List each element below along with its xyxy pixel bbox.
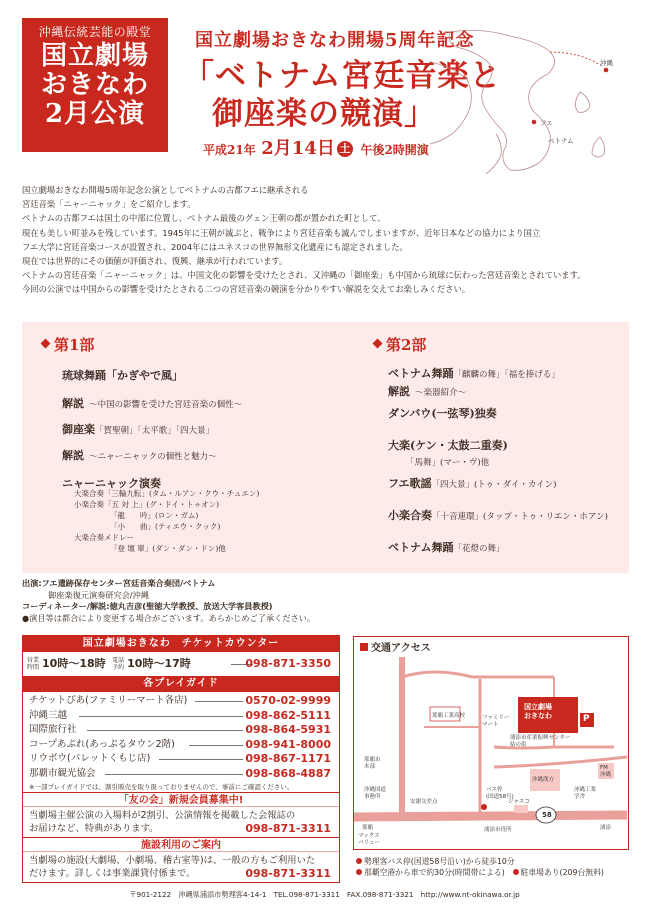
guide-phone[interactable]: 098-868-4887: [245, 766, 331, 780]
guide-name: 国際旅行社: [29, 724, 77, 736]
leader-line: [159, 759, 243, 760]
part1-item-5-text: ニャーニャック演奏: [62, 477, 161, 490]
leader-line: [189, 745, 243, 746]
part2-item-5: [388, 472, 556, 491]
map-label-okinawa: 沖縄: [600, 59, 613, 67]
part2-item-4-sub: [406, 450, 489, 469]
intro-line: 今回の公演では中国からの影響を受けたとされる二つの宮廷音楽の競演を分かりやすい解説を交えてお楽しみください。: [22, 284, 471, 295]
diamond-icon: [373, 339, 383, 349]
part2-item-3-text: ダンバウ(一弦琴)独奏: [388, 407, 497, 420]
performers-info: [22, 578, 315, 624]
intro-line: 現在も美しい町並みを残しています。1945年に王朝が滅ぶと、戦争により宮廷音楽も滅んでしまいますが、近年日本などの協力により国立: [22, 227, 541, 238]
part2-item-4-text: 大楽(ケン・太鼓二重奏): [388, 439, 508, 452]
program-panel: [22, 322, 629, 573]
intro-line: 宮廷音楽「ニャーニャック」をご紹介します。: [22, 199, 196, 210]
member-recruit-title: 「友の会」新規会員募集中!: [23, 792, 339, 807]
business-hours: 10時〜18時: [42, 657, 106, 670]
leader-line: [79, 716, 243, 717]
main-title-line-1: 「ベトナム宮廷音楽と: [183, 58, 502, 94]
part1-heading: [42, 334, 94, 355]
map-label-urasoe: 浦添: [600, 825, 612, 831]
map-label-route58: 58: [542, 811, 552, 819]
map-label-vietnam: ベトナム: [548, 137, 574, 145]
map-label-intersection: 安謝交差点: [410, 799, 438, 805]
part2-item-3: [388, 402, 497, 421]
map-label-road-office: 沖縄国道 事務所: [364, 787, 387, 800]
guide-name: リウボウ(パレットくもじ店): [29, 753, 151, 765]
diamond-icon: [41, 339, 51, 349]
guide-name: コープあぷれ(あっぷるタウン2階): [29, 738, 175, 750]
map-outline: [430, 22, 640, 187]
part1-item-4-head: 解説: [62, 449, 84, 462]
title-tagline: 沖縄伝統芸能の殿堂: [38, 25, 152, 39]
bullet-icon: [513, 869, 519, 875]
map-label-theater: 国立劇場 おきなわ: [524, 703, 552, 720]
part1-item-2-head: 解説: [62, 397, 84, 410]
title-box: [22, 18, 168, 152]
part1-detail-4: 「小 曲」(ティエウ・クック): [110, 522, 221, 531]
part2-item-7-sub: 「花燈の舞」: [453, 544, 505, 554]
guide-name: チケットぴあ(ファミリーマート各店): [29, 695, 188, 706]
part2-item-2: [388, 380, 466, 399]
road: [402, 672, 554, 677]
map-label-naha-hq: 那覇市 本部: [364, 757, 381, 770]
guide-row: [23, 694, 339, 709]
part2-item-7-head: ベトナム舞踊: [388, 541, 454, 554]
member-info-line-2: お届けなど、特典があります。: [29, 822, 159, 834]
part1-item-2-sub: 〜中国の影響を受けた宮廷音楽の個性〜: [89, 400, 243, 410]
part1-detail-6: 「登 壇 單」(ダン・ダン・ドン)他: [110, 544, 226, 553]
title-line-2: おきなわ: [40, 70, 149, 100]
map-label-bus-stop: バス停 (国道58号): [486, 787, 514, 800]
part1-item-3: [62, 418, 214, 437]
facility-info-line-1: 当劇場の施設(大劇場、小劇場、稽古室等)は、一般の方もご利用いた: [29, 854, 316, 866]
part2-item-7: [388, 536, 504, 555]
map-label-naha: 那覇: [362, 825, 374, 831]
ticket-info-box: [22, 635, 340, 883]
guide-row: [23, 723, 339, 738]
access-title-text: 交通アクセス: [371, 643, 431, 654]
map-label-hue: フエ: [540, 119, 553, 127]
map-label-parking: P: [583, 714, 590, 724]
guide-name: 沖縄三越: [29, 709, 68, 721]
part1-item-3-head: 御座楽: [62, 423, 95, 436]
part1-item-4-sub: 〜ニャーニャックの個性と魅力〜: [89, 452, 217, 462]
performance-date: [203, 134, 429, 160]
part1-item-1-text: 琉球舞踊「かぎやで風」: [62, 369, 183, 382]
part2-item-4-subtext: 「馬舞」(マー・ヴ)他: [406, 458, 490, 468]
date-time: 午後2時開演: [360, 143, 429, 157]
part1-item-4: [62, 444, 217, 463]
guide-row: [23, 767, 339, 782]
hue-marker: [532, 120, 537, 125]
bullet-icon: [356, 869, 362, 875]
part1-item-5-details: [74, 488, 259, 554]
part2-item-5-sub: 「四大景」(トゥ・ダイ・カイン): [431, 480, 557, 490]
intro-line: 現在では世界的にその価値が評価され、復興、継承が行われています。: [22, 256, 288, 267]
intro-line: ベトナムの宮廷音楽「ニャーニャック」は、中国文化の影響を受けたとされ、又沖縄の「御座楽」も中国から琉球に伝わった宮廷音楽とされています。: [22, 270, 586, 281]
hours-tag: [27, 657, 39, 671]
hours-tag-top: 営業: [27, 657, 40, 664]
part1-detail-1: 大楽合奏「三輪九転」(タム・ルアン・クウ・チュエン): [74, 489, 260, 498]
access-note-2-text: 那覇空港から車で約30分(時間帯による): [364, 868, 505, 877]
part1-detail-5: 大楽合奏メドレー: [74, 533, 134, 542]
part2-heading: [374, 334, 426, 355]
ticket-counter-title: 国立劇場おきなわ チケットカウンター: [23, 636, 339, 652]
guide-row: [23, 752, 339, 767]
guide-phone[interactable]: 098-864-5931: [245, 723, 331, 737]
guide-row: [23, 738, 339, 753]
access-notes: [356, 856, 604, 878]
member-info: [23, 807, 339, 837]
guide-phone[interactable]: 098-867-1171: [245, 752, 331, 766]
part1-detail-2: 小楽合奏「五 対 上」(グ・ドイ・トゥオン): [74, 500, 220, 509]
counter-phone[interactable]: 098-871-3350: [245, 657, 331, 670]
access-map-drawing: [354, 637, 627, 848]
map-label-center: 浦添市産業振興センター 結の街: [510, 735, 571, 748]
phone-tag: [112, 657, 124, 671]
access-map-box: [353, 636, 629, 850]
date-weekday: 土: [337, 141, 353, 157]
facility-info-line-2: だけます。詳しくは事業課貸付係まで。: [29, 867, 196, 879]
guide-phone[interactable]: 098-941-8000: [245, 737, 331, 751]
part1-detail-3: 「龍 吟」(ロン・ガム): [110, 511, 199, 520]
part1-item-2: [62, 392, 242, 411]
map-label-school-2: 沖縄工業 学舎: [574, 787, 597, 800]
part2-item-6: [388, 504, 608, 523]
coordinator-line: コーディネーター/解説:徳丸吉彦(聖徳大学教授、放送大学客員教授): [22, 601, 273, 611]
part2-item-1-head: ベトナム舞踊: [388, 367, 454, 380]
map-label-school: 那覇工業高校: [432, 713, 466, 719]
map-label-okinawa-kanpo: 沖縄漢方: [532, 777, 555, 783]
leader-line: [195, 701, 243, 702]
main-title-line-2: 御座楽の競演」: [212, 96, 436, 132]
playguide-note: ※一部プレイガイドでは、割引販売を取り扱っておりませんので、事前にご確認ください。: [29, 782, 294, 791]
map-label-fm-okinawa: FM 沖縄: [600, 765, 612, 778]
date-era: 平成21年: [203, 143, 256, 157]
phone-hours: 10時〜17時: [127, 657, 191, 670]
part2-heading-text: 第2部: [386, 336, 427, 354]
facility-title: 施設利用のご案内: [23, 837, 339, 852]
building: [514, 805, 528, 813]
access-note-3-text: 駐車場あり(209台無料): [520, 868, 604, 877]
program-change-note: ●演目等は都合により変更する場合がございます。あらかじめご了承ください。: [22, 612, 316, 623]
anniversary-heading: 国立劇場おきなわ開場5周年記念: [195, 30, 475, 51]
facility-info: [23, 852, 339, 882]
intro-line: ベトナムの古都フエは国土の中部に位置し、ベトナム最後のグェン王朝の都が置かれた町として、: [22, 213, 386, 224]
intro-line: 国立劇場おきなわ開場5周年記念公演としてベトナムの古都フエに継承される: [22, 185, 309, 195]
performers-line-1: 出演:フエ遺跡保存センター宮廷音楽合奏団/ベトナム: [22, 578, 216, 588]
date-main: 2月14日: [261, 138, 335, 159]
phone-tag-top: 電話: [112, 657, 125, 664]
intro-text: [22, 183, 632, 297]
member-phone[interactable]: 098-871-3311: [245, 821, 331, 835]
footer-contact: 〒901-2122 沖縄県浦添市勢理客4-14-1 TEL.098-871-3311 FAX.098-871-3321 http://www.nt-okinawa.or.jp: [129, 890, 520, 899]
hours-tag-bottom: 時間: [27, 664, 40, 671]
part1-heading-text: 第1部: [54, 336, 95, 354]
intro-line: フエ大学に宮廷音楽コースが設置され、2004年にはユネスコの世界無形文化遺産にも認定されました。: [22, 241, 408, 252]
playguide-title: 各プレイガイド: [23, 676, 339, 692]
guide-name: 那覇市観光協会: [29, 767, 96, 779]
part2-item-2-sub: 〜楽器紹介〜: [415, 388, 467, 398]
part2-item-5-head: フエ歌謡: [388, 477, 432, 490]
guide-phone[interactable]: 0570-02-9999: [245, 694, 331, 707]
guide-row: [23, 709, 339, 724]
okinawa-marker: [604, 68, 609, 73]
title-line-3: 2月公演: [44, 99, 146, 129]
part2-item-6-head: 小楽合奏: [388, 509, 432, 522]
part2-item-1: [388, 362, 560, 381]
leader-line: [105, 774, 243, 775]
map-label-family-mart: ファミリー マート: [482, 715, 510, 728]
access-note-2: [356, 867, 604, 878]
part2-item-1-sub: 「麒麟の舞」「福を捧げる」: [453, 370, 560, 380]
map-label-city-hall: 浦添市役所: [484, 827, 512, 833]
route-58-road: [354, 815, 627, 817]
vietnam-map: [430, 22, 640, 187]
leader-line: [87, 730, 243, 731]
bus-stop-marker: [481, 804, 487, 810]
part1-item-3-sub: 「賀聖朝」「太平歌」「四大景」: [95, 426, 215, 436]
bullet-icon: [356, 858, 362, 864]
part1-item-1: [62, 364, 183, 383]
access-note-1-text: 勢理客バス停(国道58号沿い)から徒歩10分: [364, 857, 515, 866]
ticket-counter-hours: [23, 652, 339, 676]
access-note-1: [356, 856, 604, 867]
map-label-jusco: ジャスコ: [508, 799, 530, 805]
guide-phone[interactable]: 098-862-5111: [245, 708, 331, 722]
facility-phone[interactable]: 098-871-3311: [245, 866, 331, 880]
member-info-line-1: 当劇場主催公演の入場料が2割引、公演情報を掲載した会報誌の: [29, 809, 296, 821]
part2-item-6-sub: 「十音連環」(タップ・トゥ・リエン・ホアン): [432, 512, 608, 522]
phone-tag-bottom: 予約: [112, 664, 125, 671]
performers-line-2: 御座楽復元演奏研究会/沖縄: [48, 589, 150, 600]
title-line-1: 国立劇場: [40, 41, 149, 71]
part2-item-2-head: 解説: [388, 385, 410, 398]
map-label-max-valu: マックス バリュー: [358, 833, 380, 846]
